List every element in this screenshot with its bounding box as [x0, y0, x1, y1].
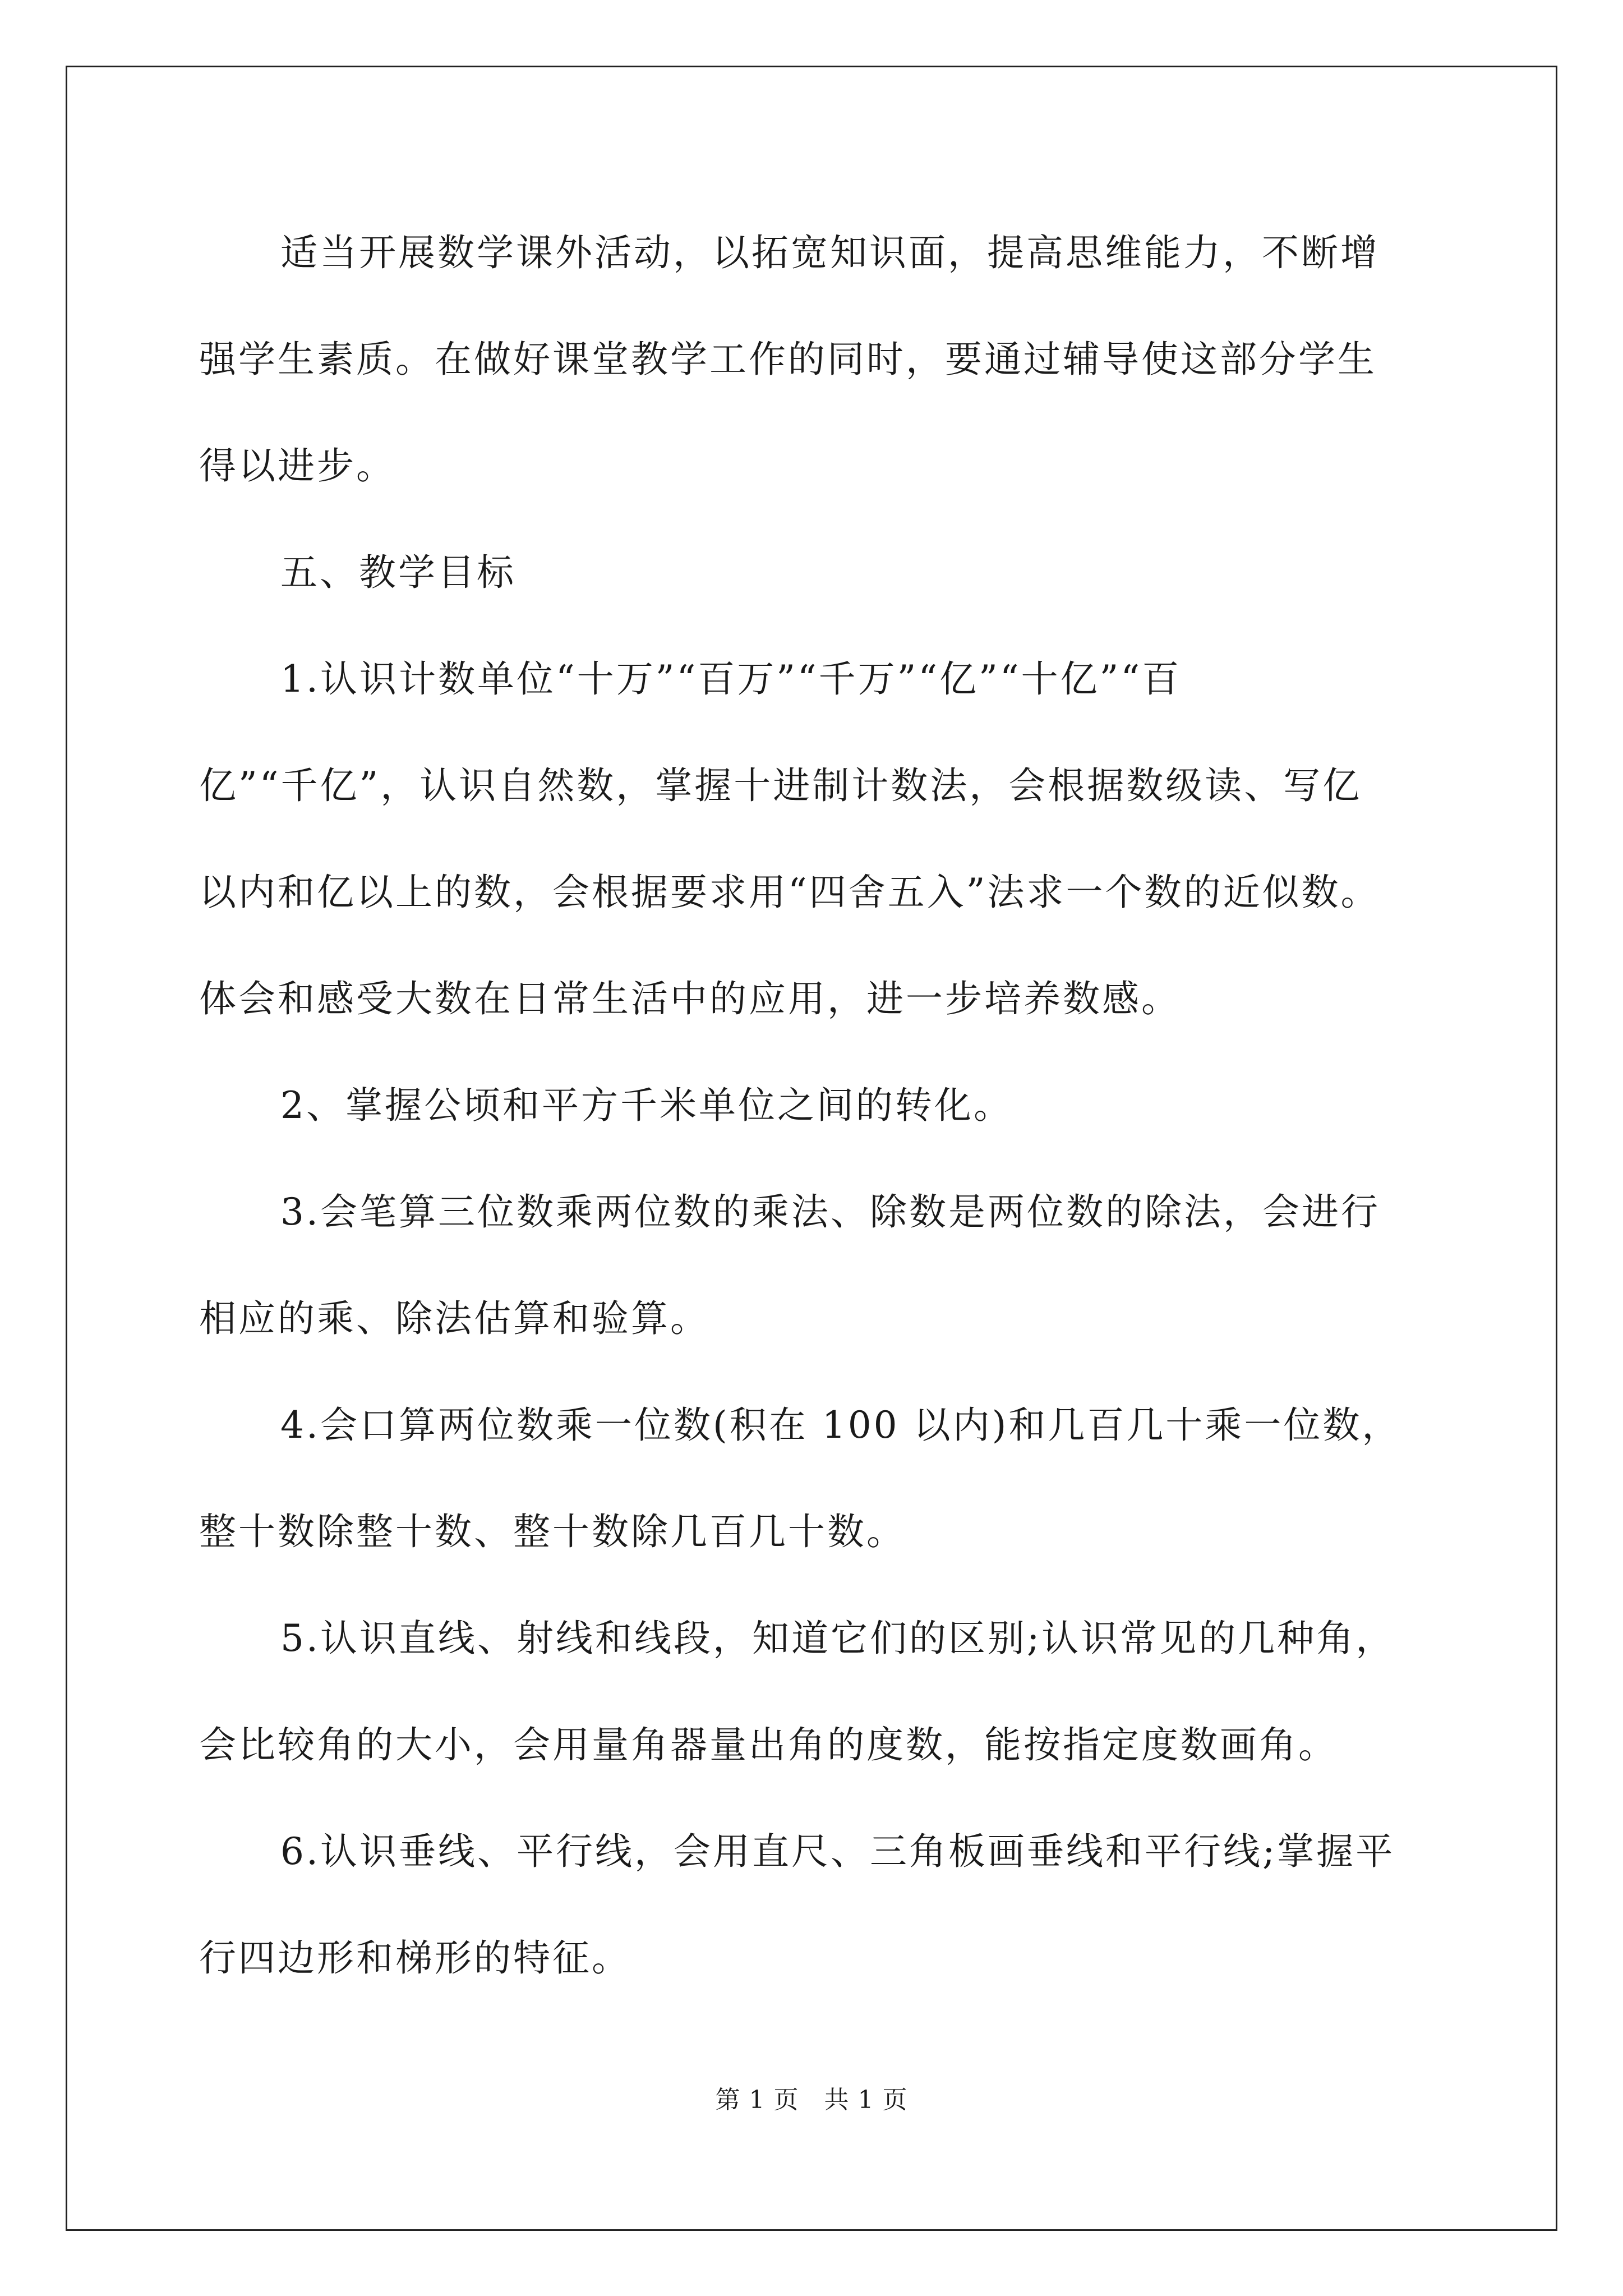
paragraph-line: 6.认识垂线、平行线，会用直尺、三角板画垂线和平行线;掌握平	[280, 1830, 1395, 1873]
paragraph-line: 亿”“千亿”，认识自然数，掌握十进制计数法，会根据数级读、写亿	[199, 764, 1362, 807]
paragraph-line: 4.会口算两位数乘一位数(积在 100 以内)和几百几十乘一位数，	[280, 1404, 1401, 1447]
paragraph-line: 整十数除整十数、整十数除几百几十数。	[199, 1510, 906, 1553]
paragraph-line: 2、掌握公顷和平方千米单位之间的转化。	[280, 1084, 1013, 1127]
paragraph-line: 5.认识直线、射线和线段，知道它们的区别;认识常见的几种角，	[280, 1617, 1395, 1660]
paragraph-line: 3.会笔算三位数乘两位数的乘法、除数是两位数的除法，会进行	[280, 1190, 1380, 1234]
paragraph-line: 适当开展数学课外活动，以拓宽知识面，提高思维能力，不断增	[280, 231, 1380, 274]
paragraph-line: 以内和亿以上的数，会根据要求用“四舍五入”法求一个数的近似数。	[199, 871, 1380, 914]
page-number-footer: 第 1 页 共 1 页	[715, 2086, 908, 2114]
paragraph-line: 会比较角的大小，会用量角器量出角的度数，能按指定度数画角。	[199, 1723, 1338, 1766]
paragraph-line: 得以进步。	[199, 444, 395, 487]
paragraph-line: 行四边形和梯形的特征。	[199, 1936, 631, 1980]
paragraph-line: 相应的乘、除法估算和验算。	[199, 1297, 709, 1340]
paragraph-line: 体会和感受大数在日常生活中的应用，进一步培养数感。	[199, 977, 1181, 1020]
paragraph-line: 1.认识计数单位“十万”“百万”“千万”“亿”“十亿”“百	[280, 657, 1182, 701]
section-heading: 五、教学目标	[280, 551, 516, 594]
paragraph-line: 强学生素质。在做好课堂教学工作的同时，要通过辅导使这部分学生	[199, 338, 1377, 381]
